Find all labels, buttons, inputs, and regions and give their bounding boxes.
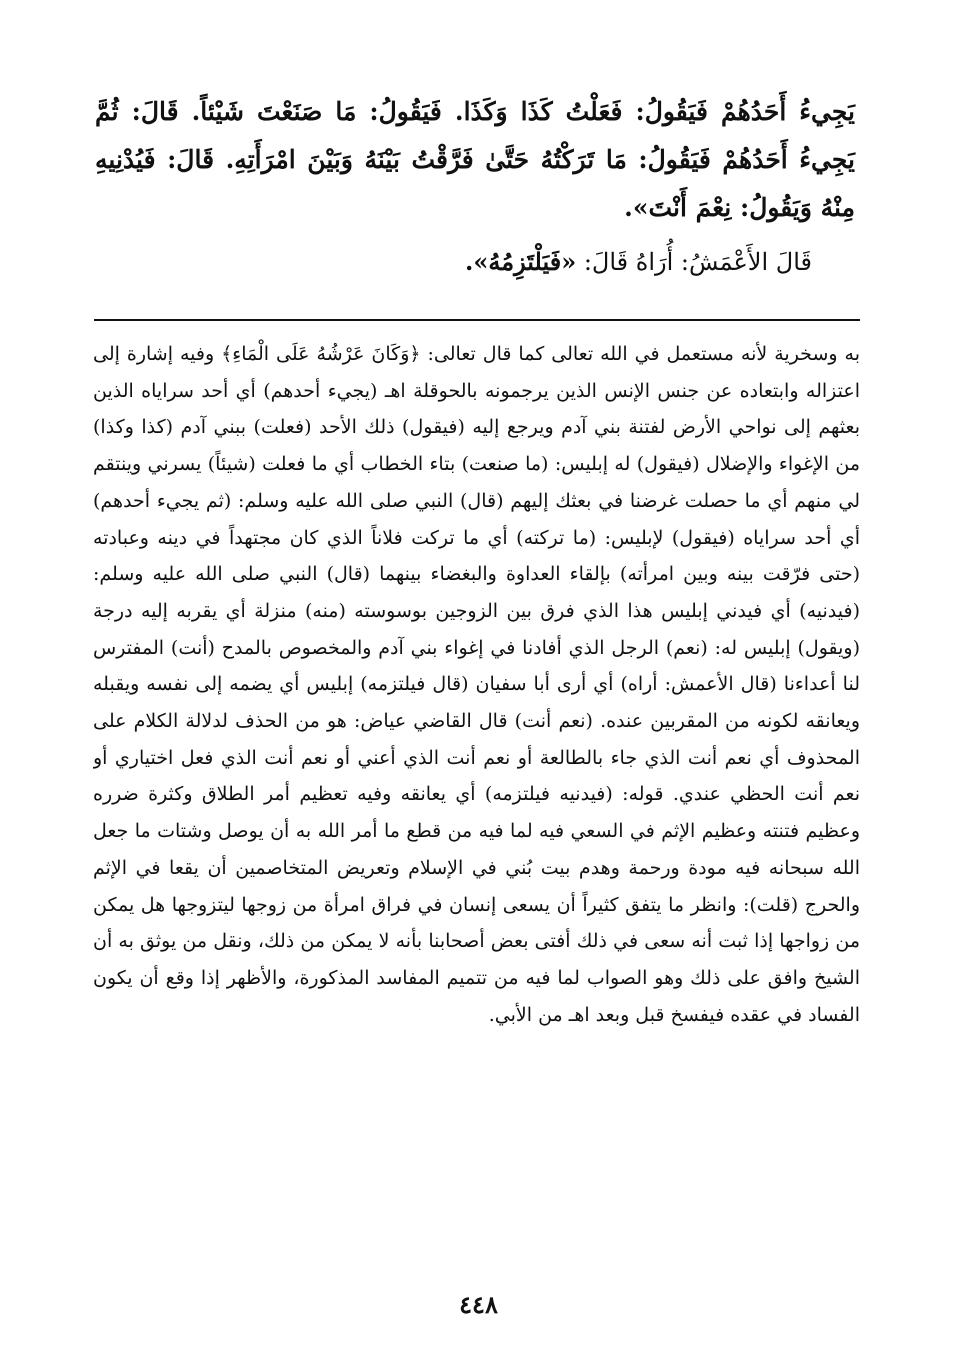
footnote-separator (94, 319, 860, 321)
hadith-text: يَجِيءُ أَحَدُهُمْ فَيَقُولُ: فَعَلْتُ كَذَا وَكَذَا. فَيَقُولُ: مَا صَنَعْتَ شَيْئاً. قَالَ: ثُمَّ يَجِيءُ أَحَدُهُمْ فَيَقُولُ: مَا تَرَكْتُهُ حَتَّىٰ فَرَّقْتُ بَيْنَهُ وَبَيْنَ امْرَأَتِهِ. قَالَ: فَيُدْنِيهِ مِنْهُ وَيَقُولُ: نِعْمَ أَنْتَ». (95, 97, 855, 222)
page-number: ٤٤٨ (459, 1290, 498, 1319)
commentary-text: به وسخرية لأنه مستعمل في الله تعالى كما قال تعالى: ﴿وَكَانَ عَرْشُهُ عَلَى الْمَاءِ﴾ وفيه إشارة إلى اعتزاله وابتعاده عن جنس الإنس الذين يرجمونه بالحوقلة اهـ (يجيء أحدهم) أي أحد سراياه الذين بعثهم إلى نواحي الأرض لفتنة بني آدم ويرجع إليه (فيقول) ذلك الأحد (فعلت) ببني آدم (كذا وكذا) من الإغواء والإضلال (فيقول) له إبليس: (ما صنعت) بتاء الخطاب أي ما فعلت (شيئاً) يسرني وينتقم لي منهم أي ما حصلت غرضنا في بعثك إليهم (قال) النبي صلى الله عليه وسلم: (ثم يجيء أحدهم) أي أحد سراياه (فيقول) لإبليس: (ما تركته) أي ما تركت فلاناً الذي كان مجتهداً في دينه وعبادته (حتى فرّقت بينه وبين امرأته) بإلقاء العداوة والبغضاء بينهما (قال) النبي صلى الله عليه وسلم: (فيدنيه) أي فيدني إبليس هذا الذي فرق بين الزوجين بوسوسته (منه) منزلة أي يقربه إليه درجة (ويقول) إبليس له: (نعم) الرجل الذي أفادنا في إغواء بني آدم والمخصوص بالمدح (أنت) المفترس لنا أعداءنا (قال الأعمش: أراه) أي أرى أبا سفيان (قال فيلتزمه) إبليس أي يضمه إلى نفسه ويقبله ويعانقه لكونه من المقربين عنده. (نعم أنت) قال القاضي عياض: هو من الحذف لدلالة الكلام على المحذوف أي نعم أنت الذي جاء بالطالعة أو نعم أنت الذي أعني أو نعم أنت الذي فعل اختياري أو نعم أنت الحظي عندي. قوله: (فيدنيه فيلتزمه) أي يعانقه وفيه تعظيم أمر الطلاق وكثرة ضرره وعظيم فتنته وعظيم الإثم في السعي فيه لما فيه من قطع ما أمر الله به أن يوصل وشتات ما جعل الله سبحانه فيه مودة ورحمة وهدم بيت بُني في الإسلام وتعريض المتخاصمين أن يقعا في الإثم والحرج (قلت): وانظر ما يتفق كثيراً أن يسعى إنسان في فراق امرأة من زوجها ليتزوجها هل يمكن من زواجها إذا ثبت أنه سعى في ذلك أفتى بعض أصحابنا بأنه لا يمكن من ذلك، ونقل من يوثق به أن الشيخ وافق على ذلك وهو الصواب لما فيه من تتميم المفاسد المذكورة، والأظهر إذا وقع أن يكون الفساد في عقده فيفسخ قبل وبعد اهـ من الأبي. (93, 343, 860, 1026)
narrator-note-intro: قَالَ الأَعْمَشُ: أُرَاهُ قَالَ: (576, 248, 812, 276)
narrator-note (94, 238, 812, 286)
narrator-note-quote: «فَيَلْتَزِمُهُ». (464, 247, 577, 276)
